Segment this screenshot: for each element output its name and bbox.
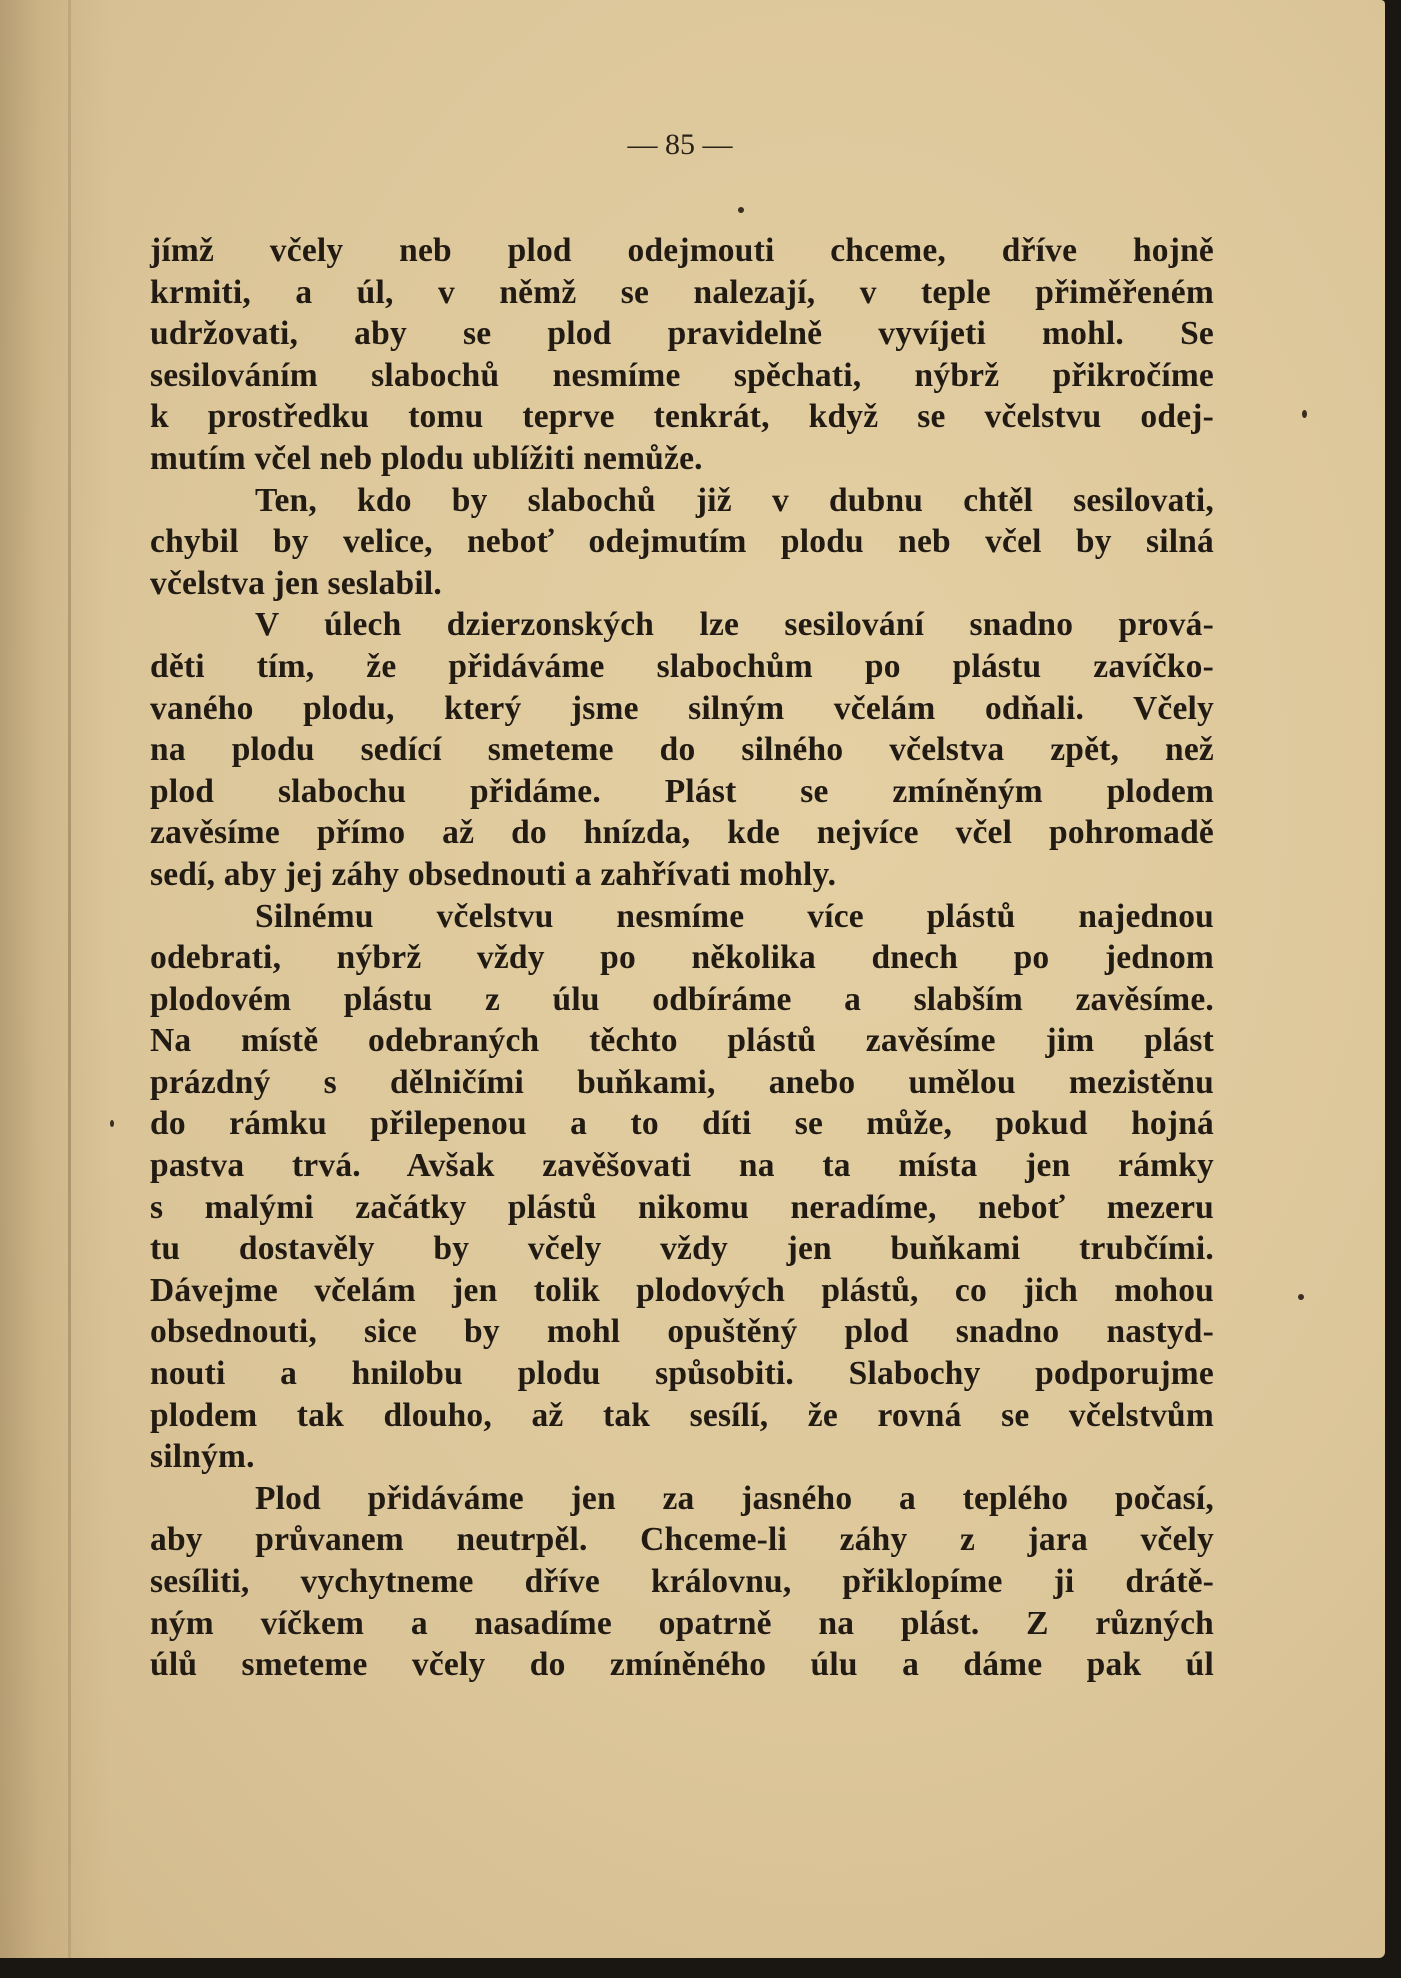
text-line: sedí, aby jej záhy obsednouti a zahřívati mohly. — [150, 855, 837, 893]
text-line: jímž včely neb plod odejmouti chceme, dříve hojně — [150, 232, 1214, 269]
paper-speck — [1302, 410, 1307, 418]
text-line: úlů smeteme včely do zmíněného úlu a dáme pak úl — [150, 1646, 1214, 1684]
text-line: Ten, kdo by slabochů již v dubnu chtěl sesilovati, — [255, 481, 1214, 519]
text-line: děti tím, že přidáváme slabochům po plástu zavíčko- — [150, 647, 1214, 685]
text-line: do rámku přilepenou a to díti se může, pokud hojná — [150, 1105, 1214, 1143]
text-line: sesilováním slabochů nesmíme spěchati, nýbrž přikročíme — [150, 356, 1214, 394]
page-gutter — [68, 0, 71, 1958]
text-line: plod slabochu přidáme. Plást se zmíněným plodem — [150, 772, 1214, 810]
text-line: ným víčkem a nasadíme opatrně na plást. Z různých — [150, 1604, 1214, 1642]
paper-speck — [738, 207, 744, 213]
text-line: pastva trvá. Avšak zavěšovati na ta místa jen rámky — [150, 1147, 1214, 1185]
text-line: sesíliti, vychytneme dříve královnu, přiklopíme ji drátě- — [150, 1563, 1214, 1600]
text-line: prázdný s dělničími buňkami, anebo umělou mezistěnu — [150, 1063, 1214, 1101]
text-line: plodovém plástu z úlu odbíráme a slabším zavěsíme. — [150, 980, 1214, 1018]
text-line: Dávejme včelám jen tolik plodových plástů, co jich mohou — [150, 1271, 1214, 1309]
text-line: udržovati, aby se plod pravidelně vyvíjeti mohl. Se — [150, 315, 1214, 353]
text-line: odebrati, nýbrž vždy po několika dnech po jednom — [150, 939, 1214, 977]
text-line: včelstva jen seslabil. — [150, 564, 442, 602]
text-line: mutím včel neb plodu ublížiti nemůže. — [150, 439, 703, 477]
text-line: na plodu sedící smeteme do silného včelstva zpět, než — [150, 731, 1214, 769]
text-line: s malými začátky plástů nikomu neradíme, neboť mezeru — [150, 1188, 1214, 1226]
text-line: nouti a hnilobu plodu spůsobiti. Slabochy podporujme — [150, 1355, 1214, 1393]
text-line: plodem tak dlouho, až tak sesílí, že rovná se včelstvům — [150, 1396, 1214, 1434]
body-text — [150, 230, 1214, 1686]
text-line: zavěsíme přímo až do hnízda, kde nejvíce včel pohromadě — [150, 814, 1214, 852]
text-line: vaného plodu, který jsme silným včelám odňali. Včely — [150, 689, 1214, 727]
page-number: — 85 — — [627, 128, 733, 161]
text-line: krmiti, a úl, v němž se nalezají, v teple přiměřeném — [150, 273, 1214, 311]
paper-speck — [110, 1120, 114, 1127]
text-line: Plod přidáváme jen za jasného a teplého počasí, — [255, 1479, 1214, 1517]
text-line: chybil by velice, neboť odejmutím plodu neb včel by silná — [150, 523, 1214, 561]
paper-speck — [1298, 1294, 1304, 1300]
text-line: silným. — [150, 1438, 255, 1476]
text-line: Na místě odebraných těchto plástů zavěsíme jim plást — [150, 1022, 1214, 1060]
text-line: V úlech dzierzonských lze sesilování snadno prová- — [255, 606, 1214, 644]
text-line: k prostředku tomu teprve tenkrát, když se včelstvu odej- — [150, 398, 1214, 436]
text-line: Silnému včelstvu nesmíme více plástů najednou — [255, 897, 1214, 935]
text-line: aby průvanem neutrpěl. Chceme-li záhy z jara včely — [150, 1521, 1214, 1559]
text-line: tu dostavěly by včely vždy jen buňkami trubčími. — [150, 1230, 1214, 1268]
text-line: obsednouti, sice by mohl opuštěný plod snadno nastyd- — [150, 1313, 1214, 1351]
